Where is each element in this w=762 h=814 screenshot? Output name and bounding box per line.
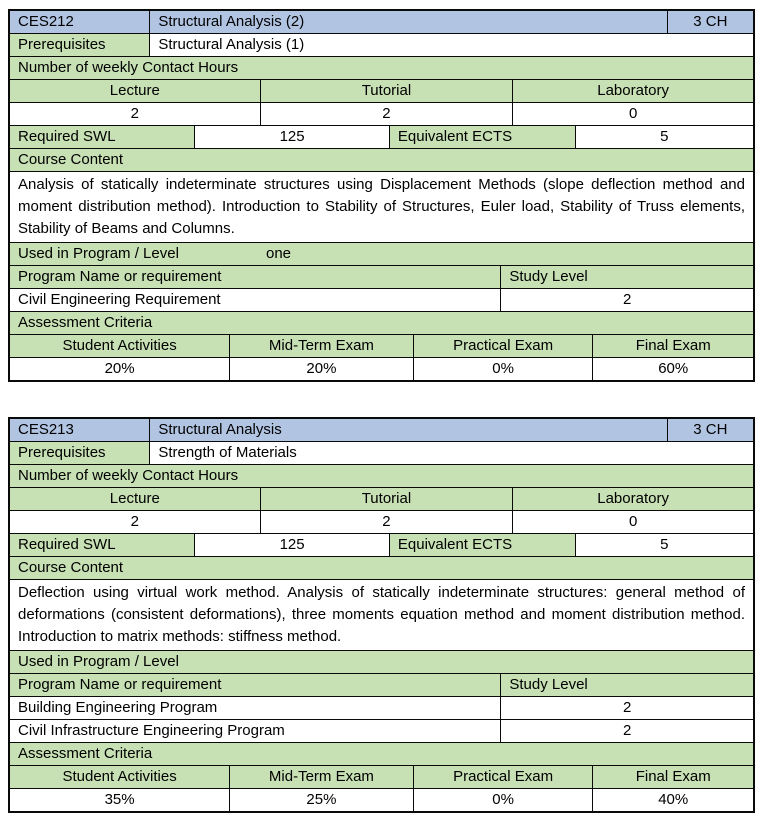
program-name-header-cell: Program Name or requirement: [10, 266, 500, 288]
required-swl-label-cell: Required SWL: [10, 126, 194, 148]
used-in-program-cell: [10, 651, 753, 673]
prerequisites-value-cell: Strength of Materials: [149, 442, 753, 464]
used-in-program-label: Used in Program / Level: [18, 653, 179, 670]
student-activities-value-cell: 35%: [104, 791, 135, 808]
used-in-program-row: [10, 242, 753, 265]
course-content-header-row: [10, 148, 753, 171]
prerequisites-label-cell: Prerequisites: [10, 442, 149, 464]
equivalent-ects-label-cell: Equivalent ECTS: [389, 126, 575, 148]
program-row: [10, 288, 753, 311]
contact-hours-header-row: [10, 464, 753, 487]
tutorial-value-cell: 2: [260, 103, 513, 125]
course-table-ces213: [8, 417, 755, 813]
course-header-row: [10, 11, 753, 33]
laboratory-value-cell: 0: [512, 511, 753, 533]
practical-exam-value-cell: 0%: [413, 789, 593, 811]
credit-hours-cell: 3 CH: [667, 11, 753, 33]
laboratory-header-cell: Laboratory: [512, 80, 753, 102]
assessment-columns-row: [10, 765, 753, 788]
mid-term-exam-header-cell: Mid-Term Exam: [229, 766, 413, 788]
program-name-cell: Civil Engineering Requirement: [18, 291, 221, 308]
assessment-header-row: [10, 311, 753, 334]
tutorial-header-cell: Tutorial: [260, 488, 513, 510]
course-content-header-cell: Course Content: [10, 557, 753, 579]
final-exam-header-cell: Final Exam: [592, 335, 752, 357]
credit-hours-cell: 3 CH: [667, 419, 753, 441]
contact-hours-header-cell: Number of weekly Contact Hours: [10, 57, 753, 79]
practical-exam-header-cell: Practical Exam: [413, 766, 593, 788]
contact-hours-values-row: [10, 102, 753, 125]
practical-exam-value-cell: 0%: [413, 358, 593, 380]
required-swl-value-cell: 125: [194, 126, 389, 148]
program-name-cell: Civil Infrastructure Engineering Program: [18, 722, 285, 739]
used-in-program-label: Used in Program / Level: [18, 245, 179, 262]
contact-hours-columns-row: [10, 487, 753, 510]
lecture-header-cell: Lecture: [10, 80, 260, 102]
course-content-row: [10, 579, 753, 650]
study-level-value-cell: 2: [500, 697, 753, 719]
study-level-header-cell: Study Level: [500, 674, 753, 696]
program-name-cell: Building Engineering Program: [18, 699, 218, 716]
assessment-columns-row: [10, 334, 753, 357]
program-row: [10, 696, 753, 719]
study-level-value-cell: 2: [500, 720, 753, 742]
used-in-program-row: [10, 650, 753, 673]
study-level-header-cell: Study Level: [500, 266, 753, 288]
laboratory-value-cell: 0: [512, 103, 753, 125]
assessment-criteria-header-cell: Assessment Criteria: [10, 743, 753, 765]
prerequisites-label-cell: Prerequisites: [10, 34, 149, 56]
student-activities-value-cell: 20%: [104, 360, 135, 377]
program-header-row: [10, 265, 753, 288]
contact-hours-values-row: [10, 510, 753, 533]
program-row: [10, 719, 753, 742]
assessment-values-row: [10, 357, 753, 380]
course-code-cell: CES213: [10, 419, 149, 441]
course-header-row: [10, 419, 753, 441]
contact-hours-columns-row: [10, 79, 753, 102]
equivalent-ects-label-cell: Equivalent ECTS: [389, 534, 575, 556]
mid-term-exam-header-cell: Mid-Term Exam: [229, 335, 413, 357]
practical-exam-header-cell: Practical Exam: [413, 335, 593, 357]
assessment-values-row: [10, 788, 753, 811]
equivalent-ects-value-cell: 5: [575, 126, 753, 148]
tutorial-header-cell: Tutorial: [260, 80, 513, 102]
course-content-text: Deflection using virtual work method. Analysis of statically indeterminate structures: general method of deformations (consistent deformations), three moments equation method and moment distribution method. Introduction to matrix methods: stiffness method.: [18, 584, 745, 645]
course-content-header-cell: Course Content: [10, 149, 753, 171]
student-activities-header-cell: Student Activities: [10, 766, 229, 788]
lecture-value-cell: 2: [130, 105, 139, 122]
prerequisites-row: [10, 441, 753, 464]
required-swl-label-cell: Required SWL: [10, 534, 194, 556]
assessment-criteria-header-cell: Assessment Criteria: [10, 312, 753, 334]
final-exam-value-cell: 60%: [592, 358, 752, 380]
mid-term-exam-value-cell: 20%: [229, 358, 413, 380]
course-content-row: [10, 171, 753, 242]
laboratory-header-cell: Laboratory: [512, 488, 753, 510]
course-table-ces212: [8, 9, 755, 382]
course-title-cell: Structural Analysis (2): [149, 11, 666, 33]
equivalent-ects-value-cell: 5: [575, 534, 753, 556]
contact-hours-header-row: [10, 56, 753, 79]
study-level-value-cell: 2: [500, 289, 753, 311]
required-swl-value-cell: 125: [194, 534, 389, 556]
student-activities-header-cell: Student Activities: [10, 335, 229, 357]
swl-ects-row: [10, 125, 753, 148]
prerequisites-row: [10, 33, 753, 56]
program-name-header-cell: Program Name or requirement: [10, 674, 500, 696]
program-header-row: [10, 673, 753, 696]
contact-hours-header-cell: Number of weekly Contact Hours: [10, 465, 753, 487]
course-content-header-row: [10, 556, 753, 579]
tutorial-value-cell: 2: [260, 511, 513, 533]
used-in-program-level-value: one: [266, 245, 292, 262]
lecture-value-cell: 2: [130, 513, 139, 530]
assessment-header-row: [10, 742, 753, 765]
lecture-header-cell: Lecture: [10, 488, 260, 510]
used-in-program-cell: [10, 243, 753, 265]
course-title-cell: Structural Analysis: [149, 419, 666, 441]
prerequisites-value-cell: Structural Analysis (1): [149, 34, 753, 56]
mid-term-exam-value-cell: 25%: [229, 789, 413, 811]
final-exam-header-cell: Final Exam: [592, 766, 752, 788]
swl-ects-row: [10, 533, 753, 556]
final-exam-value-cell: 40%: [592, 789, 752, 811]
course-code-cell: CES212: [10, 11, 149, 33]
course-content-text: Analysis of statically indeterminate structures using Displacement Methods (slope deflection method and moment distribution method). Introduction to Stability of Structures, Euler load, Stability of Truss elements, Stability of Beams and Columns.: [18, 176, 745, 237]
